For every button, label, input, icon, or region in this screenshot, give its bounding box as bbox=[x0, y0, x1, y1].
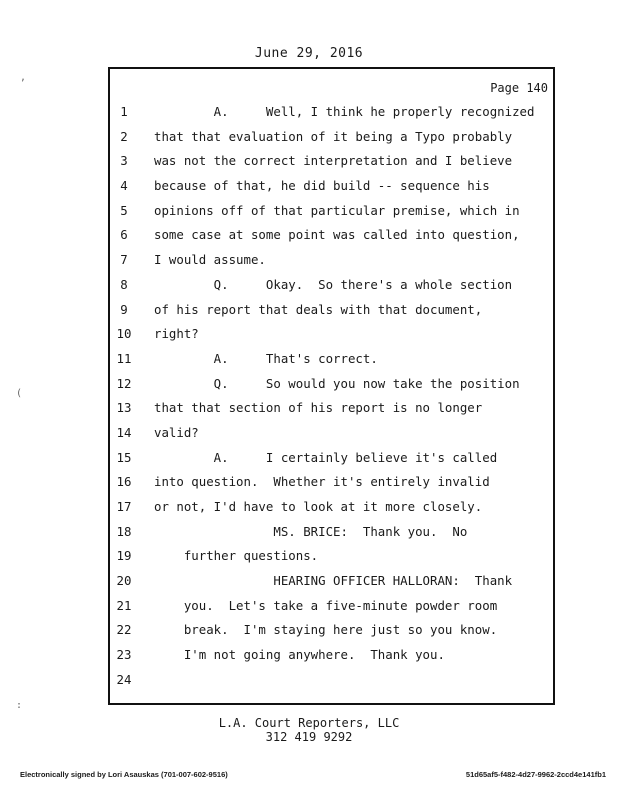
line-text: right? bbox=[154, 326, 199, 342]
reporter-company: L.A. Court Reporters, LLC bbox=[218, 716, 400, 730]
transcript-line bbox=[0, 248, 618, 273]
transcript-line bbox=[0, 643, 618, 668]
transcript-line bbox=[0, 668, 618, 693]
line-text: some case at some point was called into question, bbox=[154, 227, 520, 243]
transcript-line bbox=[0, 446, 618, 471]
electronic-signature-note: Electronically signed by Lori Asauskas (701-007-602-9516) bbox=[20, 770, 228, 779]
transcript-line bbox=[0, 199, 618, 224]
line-number: 9 bbox=[120, 301, 128, 317]
reporter-footer bbox=[0, 716, 618, 744]
line-number: 5 bbox=[120, 202, 128, 218]
line-number: 18 bbox=[116, 523, 132, 539]
transcript-lines bbox=[0, 100, 618, 693]
line-text: because of that, he did build -- sequence his bbox=[154, 178, 490, 194]
line-text: you. Let's take a five-minute powder room bbox=[154, 597, 498, 613]
transcript-line bbox=[0, 100, 618, 125]
line-number: 6 bbox=[120, 227, 128, 243]
line-text: that that section of his report is no longer bbox=[154, 400, 483, 416]
transcript-line bbox=[0, 618, 618, 643]
line-number: 21 bbox=[116, 597, 132, 613]
line-number: 8 bbox=[120, 276, 128, 292]
line-number: 2 bbox=[120, 128, 128, 144]
transcript-line bbox=[0, 149, 618, 174]
line-number: 3 bbox=[120, 153, 128, 169]
line-text: A. That's correct. bbox=[154, 350, 378, 366]
line-number: 14 bbox=[116, 424, 132, 440]
line-number: 22 bbox=[116, 622, 132, 638]
transcript-line bbox=[0, 273, 618, 298]
line-number: 11 bbox=[116, 350, 132, 366]
line-number: 20 bbox=[116, 573, 132, 589]
line-text: MS. BRICE: Thank you. No bbox=[154, 523, 468, 539]
line-text: I'm not going anywhere. Thank you. bbox=[154, 647, 445, 663]
line-number: 15 bbox=[116, 449, 132, 465]
line-text: into question. Whether it's entirely invalid bbox=[154, 474, 490, 490]
transcript-line bbox=[0, 544, 618, 569]
transcript-line bbox=[0, 520, 618, 545]
transcript-line bbox=[0, 470, 618, 495]
line-text: was not the correct interpretation and I believe bbox=[154, 153, 513, 169]
transcript-line bbox=[0, 223, 618, 248]
transcript-line bbox=[0, 372, 618, 397]
transcript-line bbox=[0, 125, 618, 150]
scan-speck: ( bbox=[16, 388, 23, 399]
line-number: 13 bbox=[116, 400, 132, 416]
line-text: opinions off of that particular premise, which in bbox=[154, 202, 520, 218]
scan-speck: , bbox=[20, 72, 27, 83]
line-text: of his report that deals with that document, bbox=[154, 301, 483, 317]
transcript-line bbox=[0, 569, 618, 594]
line-number: 10 bbox=[116, 326, 132, 342]
line-number: 24 bbox=[116, 671, 132, 687]
scan-speck: : bbox=[16, 700, 23, 711]
line-text: Q. Okay. So there's a whole section bbox=[154, 276, 513, 292]
line-number: 1 bbox=[120, 104, 128, 119]
transcript-line bbox=[0, 298, 618, 323]
line-number: 7 bbox=[120, 252, 128, 268]
line-text: break. I'm staying here just so you know. bbox=[154, 622, 498, 638]
page-number: Page 140 bbox=[490, 81, 548, 95]
line-text: I would assume. bbox=[154, 252, 266, 268]
document-id: 51d65af5-f482-4d27-9962-2ccd4e141fb1 bbox=[465, 770, 606, 779]
line-number: 17 bbox=[116, 499, 132, 514]
line-text: valid? bbox=[154, 424, 199, 440]
transcript-line bbox=[0, 322, 618, 347]
line-number: 4 bbox=[120, 178, 128, 194]
transcript-line bbox=[0, 396, 618, 421]
transcript-line bbox=[0, 594, 618, 619]
reporter-phone: 312 419 9292 bbox=[265, 730, 353, 744]
transcript-line bbox=[0, 495, 618, 520]
line-text: Q. So would you now take the position bbox=[154, 375, 520, 391]
line-number: 12 bbox=[116, 375, 132, 391]
transcript-date: June 29, 2016 bbox=[254, 46, 364, 61]
transcript-line bbox=[0, 347, 618, 372]
line-text: A. Well, I think he properly recognized bbox=[154, 104, 535, 119]
line-text: HEARING OFFICER HALLORAN: Thank bbox=[154, 573, 513, 589]
line-text: or not, I'd have to look at it more closely. bbox=[154, 499, 483, 514]
transcript-line bbox=[0, 174, 618, 199]
line-text: A. I certainly believe it's called bbox=[154, 449, 498, 465]
line-number: 23 bbox=[116, 647, 132, 663]
line-text: further questions. bbox=[154, 548, 319, 564]
line-number: 16 bbox=[116, 474, 132, 490]
line-number: 19 bbox=[116, 548, 132, 564]
line-text: that that evaluation of it being a Typo probably bbox=[154, 128, 513, 144]
transcript-line bbox=[0, 421, 618, 446]
